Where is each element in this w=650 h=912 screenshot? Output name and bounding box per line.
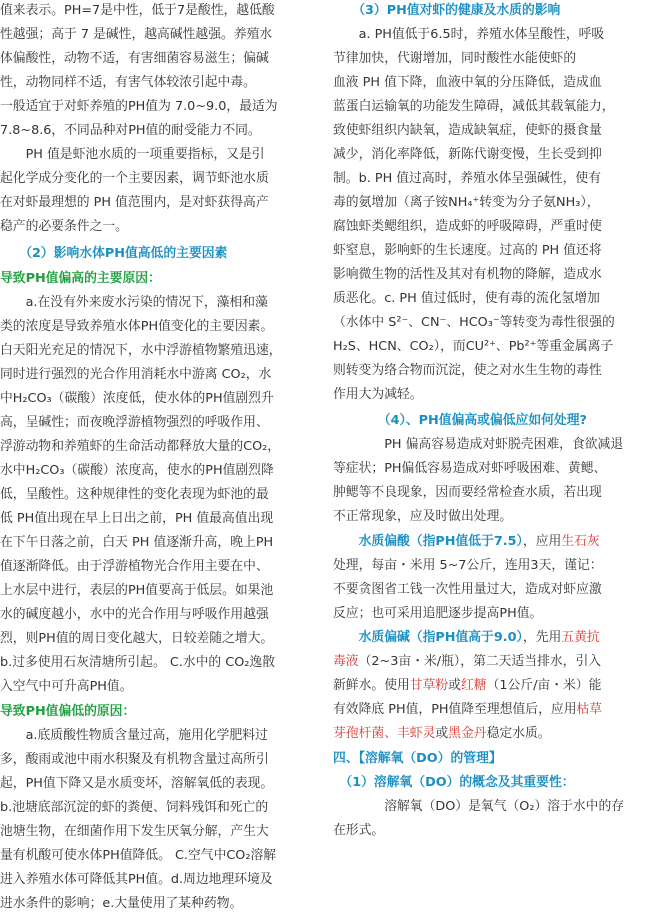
left-text-line: 性，动物同样不适，有害气体较浓引起中毒。 [0,75,256,90]
left-text-line: 7.8~8.6，不同品种对PH值的耐受能力不同。 [0,123,261,138]
left-text-line: 水的碱度越小，水中的光合作用与呼吸作用越强 [0,607,269,622]
right-text-line: 水质偏碱（指PH值高于9.0），先用五黄抗 [358,630,600,645]
right-text-line: 有效降底 PH值，PH值降至理想值后，应用枯草 [333,702,603,717]
left-text-line: 稳产的必要条件之一。 [0,219,128,234]
highlighted-term: 生石灰 [561,534,600,549]
right-text-line: 在形式。 [333,823,385,838]
left-text-line: b.过多使用石灰清塘所引起。 C.水中的 CO₂逸散 [0,655,276,670]
right-text-line: （4）、PH值偏高或偏低应如何处理? [333,413,587,428]
highlighted-term: 黑金丹 [448,726,487,741]
left-text-line: 水中H₂CO₃（碳酸）浓度高，使水的PH值剧烈降 [0,463,274,478]
right-text-line: 芽孢杆菌、丰虾灵或黑金丹稳定水质。 [333,726,551,741]
highlighted-term: 毒液 [333,654,359,669]
right-text-line: 毒的氨增加（离子铵NH₄⁺转变为分子氨NH₃）， [333,195,600,210]
left-text-line: 体偏酸性，动物不适，有害细菌容易滋生；偏碱 [0,51,269,66]
right-text-line: 等症状；PH偏低容易造成对虾呼吸困难、黄鳃、 [333,461,607,476]
left-text-line: 进入养殖水体可降低其PH值。d.周边地理环境及 [0,872,273,887]
right-text-line: 质恶化。c. PH 值过低时，使有毒的流化氢增加 [333,291,600,306]
right-text-line: 肿鳃等不良现象，因而要经常检查水质，若出现 [333,485,602,500]
right-text-line: （1）溶解氧（DO）的概念及其重要性： [333,775,575,790]
left-text-line: 一般适宜于对虾养殖的PH值为 7.0~9.0，最适为 [0,99,278,114]
left-text-line: a.在没有外来废水污染的情况下，藻相和藻 [0,295,268,310]
right-text-line: H₂S、HCN、CO₂），而CU²⁺、Pb²⁺等重金属离子 [333,339,614,354]
right-text-line: 影响微生物的活性及其对有机物的降解，造成水 [333,267,602,282]
left-text-line: 在对虾最理想的 PH 值范围内，是对虾获得高产 [0,195,269,210]
left-text-line: 起化学成分变化的一个主要因素，调节虾池水质 [0,171,269,186]
right-text-line: PH 偏高容易造成对虾脱壳困难，食欲减退 [333,437,624,452]
left-text-line: a.底质酸性物质含量过高，施用化学肥料过 [0,728,268,743]
left-text-line: 低 PH值出现在早上日出之前，PH 值最高值出现 [0,511,274,526]
right-text-line: 作用大为减轻。 [333,387,423,402]
right-text-line: （3）PH值对虾的健康及水质的影响 [333,3,561,18]
highlighted-term: 水质偏碱（指PH值高于9.0） [358,630,523,645]
right-text-line: （水体中 S²⁻、CN⁻、HCO₃⁻等转变为毒性很强的 [333,315,615,330]
left-text-line: 烈，则PH值的周日变化越大，日较差随之增大。 [0,631,274,646]
left-text-line: 多，酸雨或池中雨水积聚及有机物含量过高所引 [0,752,269,767]
right-text-line: 蓝蛋白运输氧的功能发生障碍，减低其载氧能力， [333,99,615,114]
left-text-line: 类的浓度是导致养殖水体PH值变化的主要因素。 [0,319,274,334]
right-text-line: 水质偏酸（指PH值低于7.5），应用生石灰 [358,534,600,549]
right-text-line: 新鲜水。使用甘草粉或红糖（1公斤/亩・米）能 [333,678,602,693]
highlighted-term: 水质偏酸（指PH值低于7.5） [358,534,523,549]
right-text-line: 则转变为络合物而沉淀，使之对水生生物的毒性 [333,363,602,378]
right-text-line: 处理，每亩・米用 5~7公斤，连用3天，谨记： [333,558,603,573]
left-text-line: 低，呈酸性。这种规律性的变化表现为虾池的最 [0,487,269,502]
right-text-line: a. PH值低于6.5时，养殖水体呈酸性，呼吸 [333,27,605,42]
left-text-line: 浮游动物和养殖虾的生命活动都释放大量的CO₂， [0,439,281,454]
highlighted-term: 五黄抗 [561,630,600,645]
highlighted-term: 枯草 [576,702,603,717]
left-text-line: 起，PH值下降又是水质变坏，溶解氧低的表现。 [0,776,274,791]
right-text-line: 四、【溶解氧（DO）的管理】 [333,751,502,766]
left-text-line: 导致PH值偏高的主要原因： [0,271,161,286]
right-text-line: 节律加快，代谢增加，同时酸性水能使虾的 [333,51,577,66]
left-text-line: 高，呈碱性；而夜晚浮游植物强烈的呼吸作用、 [0,415,269,430]
highlighted-term: 甘草粉 [409,678,449,693]
left-text-line: （2）影响水体PH值高低的主要因素 [0,246,228,261]
left-text-line: 白天阳光充足的情况下，水中浮游植物繁殖迅速， [0,343,282,358]
left-text-line: 同时进行强烈的光合作用消耗水中游离 CO₂，水 [0,367,272,382]
left-text-line: b.池塘底部沉淀的虾的粪便、饲料残饵和死亡的 [0,800,269,815]
left-text-line: 性越强；高于 7 是碱性，越高碱性越强。养殖水 [0,27,273,42]
left-text-line: PH 值是虾池水质的一项重要指标，又是引 [0,147,265,162]
right-text-line: 虾窒息，影响虾的生长速度。过高的 PH 值还将 [333,243,602,258]
left-text-line: 在下午日落之前，白天 PH 值逐渐升高，晚上PH [0,535,274,550]
right-text-line: 反应；也可采用追肥逐步提高PH值。 [333,606,543,621]
left-text-line: 中H₂CO₃（碳酸）浓度低，使水体的PH值剧烈升 [0,391,274,406]
right-text-line: 制。b. PH 值过高时，养殖水体呈强碱性，使有 [333,171,602,186]
highlighted-term: 芽孢杆菌、丰虾灵 [333,726,436,741]
left-text-line: 池塘生物，在细菌作用下发生厌氧分解，产生大 [0,824,269,839]
left-text-line: 上水层中进行，表层的PH值要高于低层。如果池 [0,583,274,598]
left-text-line: 值逐渐降低。由于浮游植物光合作用主要在中、 [0,559,269,574]
left-text-line: 进水条件的影响；e.大量使用了某种药物。 [0,896,243,911]
right-text-line: 不正常现象，应及时做出处理。 [333,509,513,524]
right-text-line: 不要贪图省工钱一次性用量过大，造成对虾应激 [333,582,602,597]
left-text-line: 量有机酸可使水体PH值降低。 C.空气中CO₂溶解 [0,848,277,863]
left-text-line: 入空气中可升高PH值。 [0,679,133,694]
right-text-line: 减少，消化率降低，新陈代谢变慢，生长受到抑 [333,147,602,162]
left-text-line: 导致PH值偏低的原因： [0,704,136,719]
right-text-line: 溶解氧（DO）是氧气（O₂）溶于水中的存 [333,799,625,814]
highlighted-term: 红糖 [460,678,487,693]
right-text-line: 血液 PH 值下降，血液中氧的分压降低，造成血 [333,75,602,90]
right-text-line: 腐蚀虾类鳃组织，造成虾的呼吸障碍，严重时使 [333,219,602,234]
right-text-line: 致使虾组织内缺氧，造成缺氧症，使虾的摄食量 [333,123,602,138]
right-text-line: 毒液（2~3亩・米/瓶），第二天适当排水，引入 [333,654,602,669]
left-text-line: 值来表示。PH=7是中性，低于7是酸性，越低酸 [0,3,275,18]
